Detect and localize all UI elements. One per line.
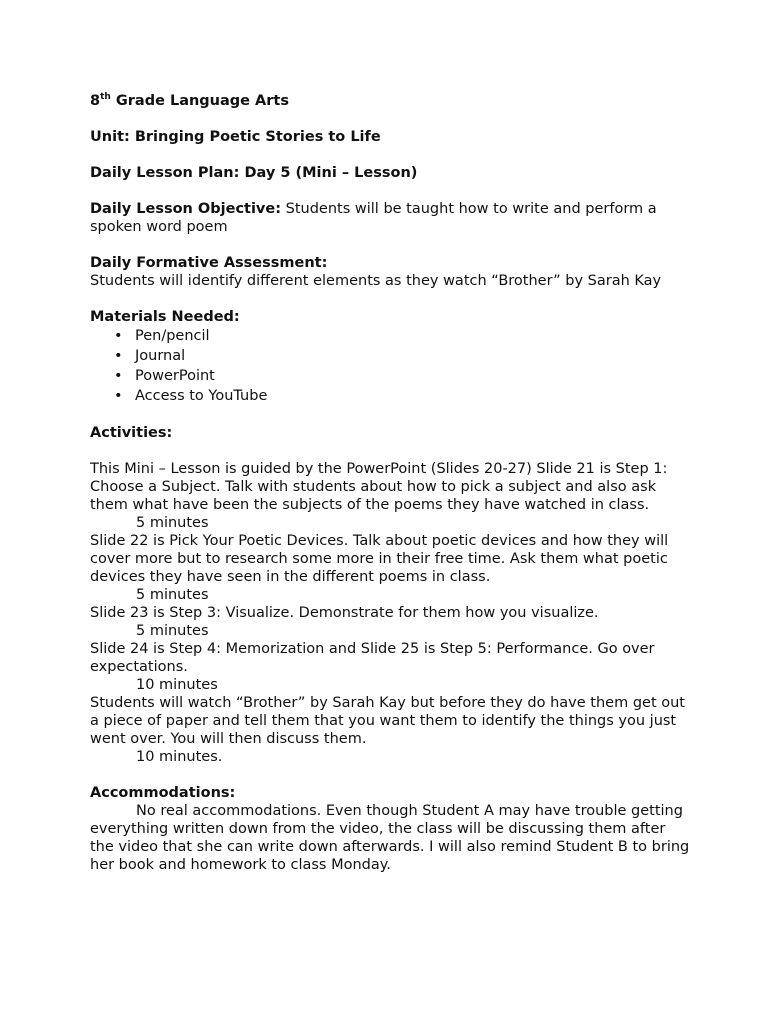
bullet-icon: • <box>114 348 123 364</box>
activities-label: Activities: <box>90 425 173 441</box>
bullet-icon: • <box>114 328 123 344</box>
activity-step-time: 10 minutes <box>136 677 218 693</box>
activity-step-time: 5 minutes <box>136 623 209 639</box>
assessment-label: Daily Formative Assessment: <box>90 255 328 271</box>
activity-step-time: 10 minutes. <box>136 749 223 765</box>
activity-step-text: Students will watch “Brother” by Sarah Kay but before they do have them get out a piece of paper and tell them that you want them to identify the things you just went over. You will then discuss them. <box>90 695 685 747</box>
accommodations-label: Accommodations: <box>90 785 236 801</box>
materials-list <box>90 326 690 406</box>
activity-step-text: This Mini – Lesson is guided by the PowerPoint (Slides 20-27) Slide 21 is Step 1: Choose a Subject. Talk with students about how to pick a subject and also ask them what have been the subjects of the poems they have watched in class. <box>90 461 668 513</box>
list-item: • Access to YouTube <box>114 388 268 404</box>
materials-label: Materials Needed: <box>90 309 240 325</box>
activity-step-text: Slide 22 is Pick Your Poetic Devices. Talk about poetic devices and how they will cover more but to research some more in their free time. Ask them what poetic devices they have seen in the different poems in class. <box>90 533 669 585</box>
bullet-icon: • <box>114 388 123 404</box>
objective-paragraph <box>90 200 690 236</box>
list-item: • Journal <box>114 348 186 364</box>
activity-step-time: 5 minutes <box>136 515 209 531</box>
lesson-plan <box>90 92 690 874</box>
objective-text: Students will be taught how to write and perform a spoken word poem <box>90 201 657 235</box>
list-item: • PowerPoint <box>114 368 215 384</box>
activity-step-text: Slide 23 is Step 3: Visualize. Demonstrate for them how you visualize. <box>90 605 599 621</box>
assessment-text: Students will identify different elements as they watch “Brother” by Sarah Kay <box>90 273 662 289</box>
bullet-icon: • <box>114 368 123 384</box>
accommodations-text: No real accommodations. Even though Student A may have trouble getting everything written down from the video, the class will be discussing them after the video that she can write down afterwards. I will also remind Student B to bring her book and homework to class Monday. <box>90 803 690 873</box>
grade-superscript: th <box>100 92 111 103</box>
objective-label: Daily Lesson Objective: <box>90 201 282 217</box>
grade-heading: 8th Grade Language Arts <box>90 92 289 109</box>
activity-step-text: Slide 24 is Step 4: Memorization and Slide 25 is Step 5: Performance. Go over expectations. <box>90 641 655 675</box>
unit-heading: Unit: Bringing Poetic Stories to Life <box>90 129 381 145</box>
list-item: • Pen/pencil <box>114 328 210 344</box>
activity-step-time: 5 minutes <box>136 587 209 603</box>
daily-plan-heading: Daily Lesson Plan: Day 5 (Mini – Lesson) <box>90 165 418 181</box>
activities-section <box>90 460 690 766</box>
